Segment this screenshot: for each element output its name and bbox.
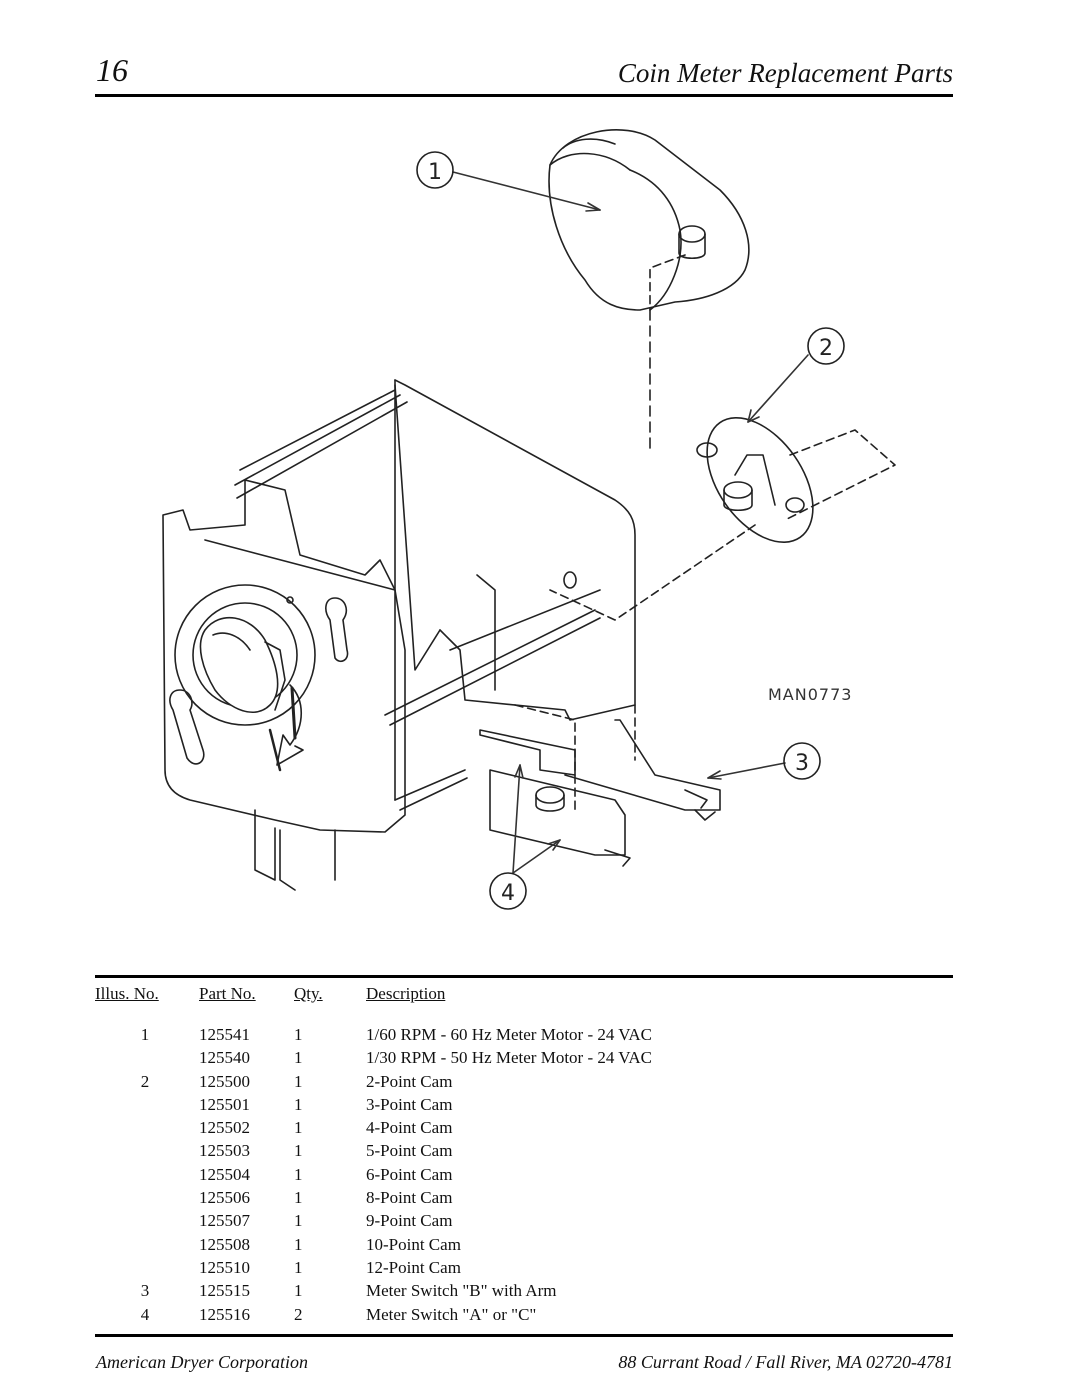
cell-illus: 1: [140, 1025, 150, 1044]
header-illus: Illus. No.: [95, 984, 159, 1003]
footer-company: American Dryer Corporation: [96, 1352, 308, 1372]
cell-illus: [95, 1165, 195, 1188]
cell-desc: 1/60 RPM - 60 Hz Meter Motor - 24 VAC: [366, 1025, 653, 1044]
table-row: [95, 1141, 766, 1164]
table-row: [95, 1048, 766, 1071]
cell-part: 125504: [199, 1164, 250, 1184]
table-row: [95, 1118, 766, 1141]
cell-part: 125500: [199, 1071, 250, 1091]
parts-table: [95, 983, 766, 1328]
cell-qty: 1: [294, 1048, 303, 1068]
cell-illus: 4: [140, 1304, 150, 1324]
cell-illus: [95, 1141, 195, 1164]
callout-4: 4: [501, 881, 515, 906]
table-header-row: [95, 983, 766, 1005]
cell-illus: [95, 1188, 195, 1211]
cell-desc: 1/30 RPM - 50 Hz Meter Motor - 24 VAC: [366, 1048, 653, 1068]
cell-qty: 1: [294, 1025, 303, 1044]
table-row: [95, 1235, 766, 1258]
header-rule: [95, 94, 953, 97]
cell-qty: 1: [294, 1211, 303, 1231]
cell-qty: 1: [294, 1188, 303, 1208]
page-title: Coin Meter Replacement Parts: [617, 58, 953, 88]
page-number: 16: [96, 52, 128, 88]
cell-qty: 1: [294, 1071, 303, 1091]
cell-qty: 1: [294, 1141, 303, 1161]
cell-desc: 2-Point Cam: [366, 1071, 453, 1091]
cell-desc: 3-Point Cam: [366, 1094, 453, 1114]
table-row: [95, 1188, 766, 1211]
cell-part: 125540: [199, 1048, 250, 1068]
cell-illus: [95, 1235, 195, 1258]
cell-desc: 5-Point Cam: [366, 1141, 453, 1161]
cell-qty: 1: [294, 1164, 303, 1184]
cell-qty: 1: [294, 1281, 303, 1301]
cell-qty: 2: [294, 1304, 303, 1324]
cell-desc: 8-Point Cam: [366, 1188, 453, 1208]
cell-illus: 2: [140, 1071, 150, 1091]
cell-desc: 6-Point Cam: [366, 1164, 453, 1184]
table-row: [95, 1072, 766, 1095]
cell-part: 125510: [199, 1257, 250, 1277]
table-row: [95, 1305, 766, 1328]
table-row: [95, 1211, 766, 1234]
table-row: [95, 1258, 766, 1281]
table-row: [95, 1165, 766, 1188]
cell-qty: 1: [294, 1257, 303, 1277]
cell-illus: [95, 1095, 195, 1118]
footer-address: 88 Currant Road / Fall River, MA 02720-4781: [618, 1352, 953, 1372]
cell-part: 125515: [199, 1281, 250, 1301]
callout-3: 3: [795, 751, 809, 776]
meter-motor-drawing: [549, 130, 749, 450]
table-row: [95, 1281, 766, 1304]
callout-1: 1: [428, 160, 442, 185]
cell-desc: 4-Point Cam: [366, 1118, 453, 1138]
cell-desc: 9-Point Cam: [366, 1211, 453, 1231]
cell-illus: [95, 1211, 195, 1234]
callout-2: 2: [819, 336, 833, 361]
cell-illus: [95, 1048, 195, 1071]
cell-illus: 3: [140, 1281, 150, 1301]
exploded-parts-diagram: [95, 110, 953, 940]
cell-desc: 12-Point Cam: [366, 1257, 461, 1277]
cell-part: 125516: [199, 1304, 250, 1324]
footer-rule: [95, 1334, 953, 1337]
cell-part: 125502: [199, 1118, 250, 1138]
table-row: [95, 1025, 766, 1048]
drawing-id: MAN0773: [768, 685, 853, 704]
cell-part: 125501: [199, 1094, 250, 1114]
cell-illus: [95, 1118, 195, 1141]
cell-part: 125503: [199, 1141, 250, 1161]
cell-qty: 1: [294, 1118, 303, 1138]
header-part: Part No.: [199, 984, 256, 1003]
cell-part: 125506: [199, 1188, 250, 1208]
cell-illus: [95, 1258, 195, 1281]
header-desc: Description: [366, 984, 446, 1003]
cell-part: 125541: [199, 1025, 250, 1044]
cam-drawing: [550, 399, 895, 620]
table-top-rule: [95, 975, 953, 978]
table-row: [95, 1095, 766, 1118]
cell-part: 125507: [199, 1211, 250, 1231]
cell-part: 125508: [199, 1234, 250, 1254]
meter-frame-drawing: [163, 380, 720, 890]
header-qty: Qty.: [294, 984, 323, 1003]
cell-desc: Meter Switch "B" with Arm: [366, 1281, 557, 1301]
cell-qty: 1: [294, 1234, 303, 1254]
cell-desc: 10-Point Cam: [366, 1234, 461, 1254]
cell-desc: Meter Switch "A" or "C": [366, 1304, 537, 1324]
cell-qty: 1: [294, 1094, 303, 1114]
